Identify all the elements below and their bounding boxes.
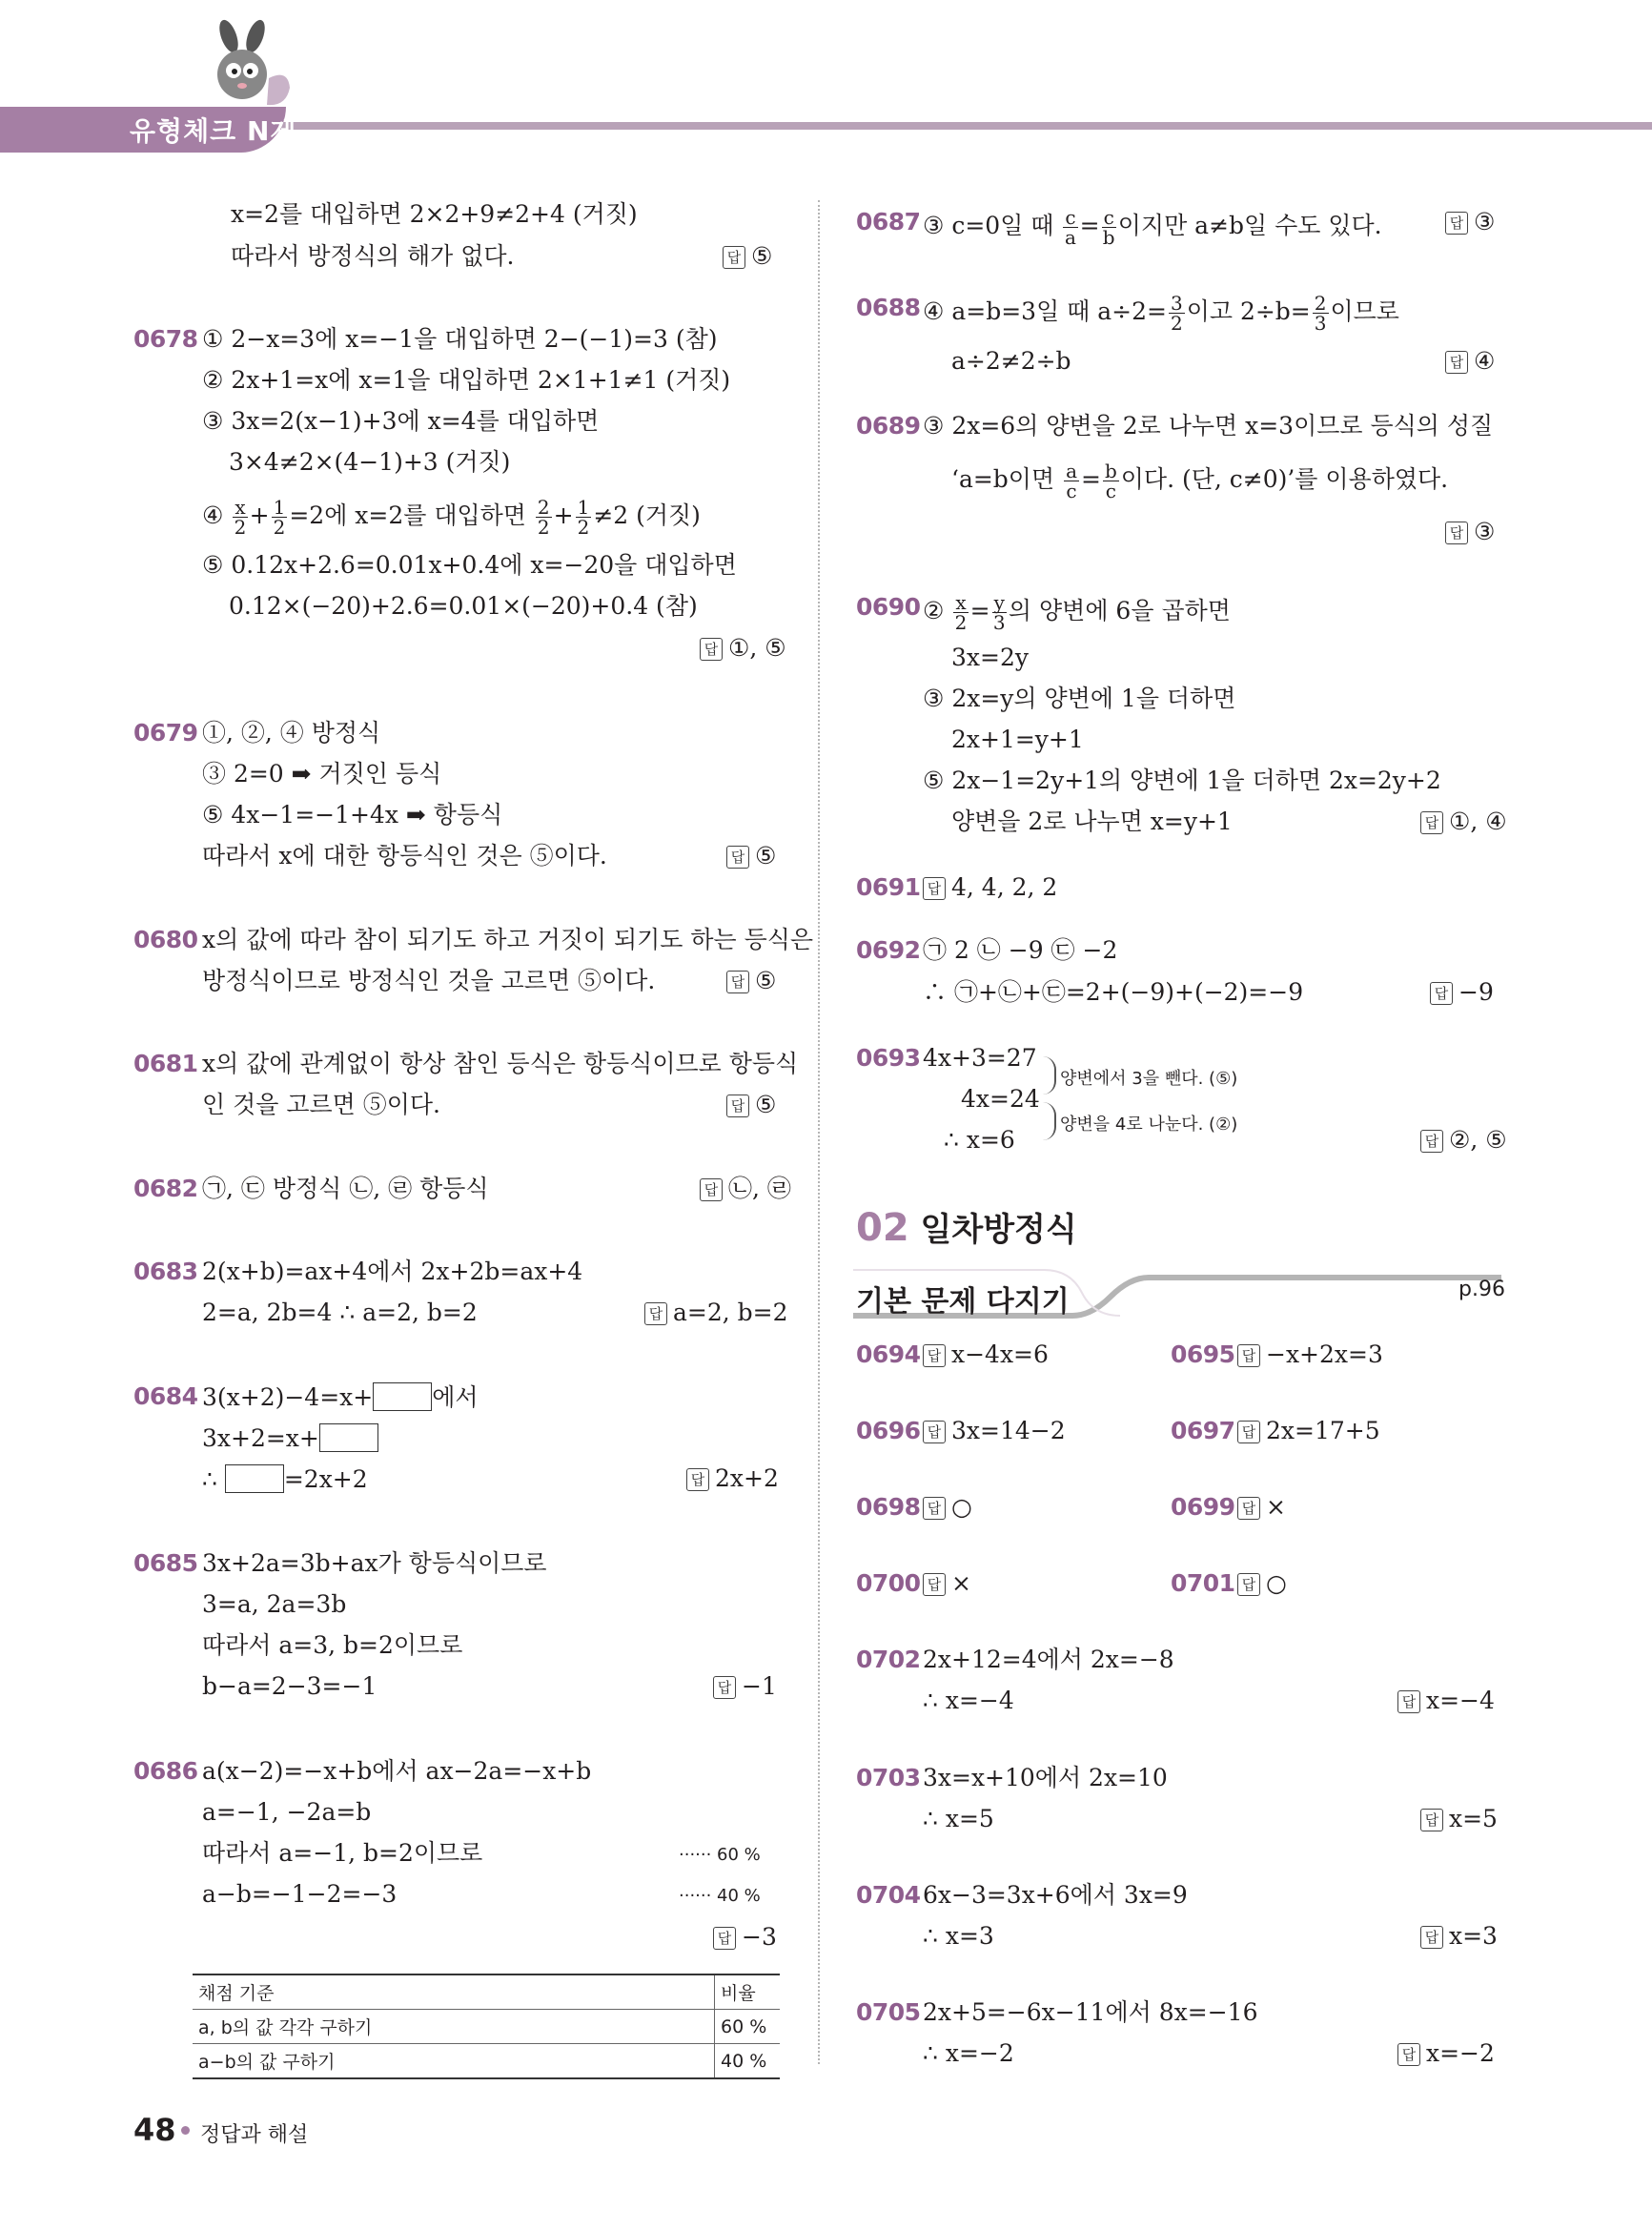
text-line: a−b=−1−2=−3 — [202, 1880, 398, 1908]
answer: 답 ⑤ — [723, 242, 772, 271]
rabbit-mascot-icon — [191, 19, 296, 124]
text-line: 6x−3=3x+6에서 3x=9 — [923, 1881, 1188, 1909]
answer-icon: 답 — [700, 1178, 723, 1201]
text-line: ④ $\frac{x}{2}$ + $\frac{1}{2}$ =2에 x=2를 대입하면 $\frac{2}{2}$ + $\frac{1}{2}$ ≠2 (거짓) — [202, 496, 701, 539]
text-line: 2x+5=−6x−11에서 8x=−16 — [923, 1998, 1258, 2026]
answer-icon: 답 — [1445, 212, 1468, 235]
fraction: $\frac{2}{2}$ — [537, 496, 550, 539]
problem-number: 0691 — [856, 873, 921, 901]
problem-number: 0695 — [1171, 1340, 1235, 1368]
text-line: 4x+3=27 — [923, 1044, 1037, 1072]
answer-icon: 답 — [686, 1468, 709, 1491]
problem-number: 0685 — [133, 1549, 198, 1577]
text-line: 3x=2y — [951, 644, 1029, 671]
answer-icon: 답 — [923, 1497, 946, 1520]
answer: 답 a=2, b=2 — [644, 1299, 788, 1327]
grading-table — [193, 1974, 780, 2079]
problem-number: 0683 — [133, 1258, 198, 1285]
table-row: a, b의 값 각각 구하기 60 % — [193, 2010, 780, 2044]
answer-icon: 답 — [1445, 351, 1468, 374]
fraction: $\frac{c}{b}$ — [1102, 206, 1115, 249]
text-line: 따라서 a=−1, b=2이므로 — [202, 1839, 483, 1867]
text-line: 방정식이므로 방정식인 것을 고르면 ⑤이다. — [202, 967, 656, 994]
text-line: ㉠, ㉢ 방정식 ㉡, ㉣ 항등식 — [202, 1175, 489, 1202]
answer: 답 −3 — [713, 1923, 777, 1952]
text-line: 3x+2=x+ — [202, 1423, 378, 1453]
text-line: ∴ x=−2 — [923, 2039, 1014, 2067]
answer-icon: 답 — [1237, 1573, 1260, 1596]
answer-icon: 답 — [726, 971, 749, 993]
answer-icon: 답 — [1397, 1690, 1420, 1713]
text-line: ② 2x+1=x에 x=1을 대입하면 2×1+1≠1 (거짓) — [202, 366, 731, 394]
brace — [1041, 1102, 1056, 1140]
problem-number: 0692 — [856, 936, 921, 964]
answer-icon: 답 — [923, 877, 946, 900]
text-line: ③ 2x=6의 양변을 2로 나누면 x=3이므로 등식의 성질 — [923, 412, 1494, 440]
answer-icon: 답 — [1237, 1421, 1260, 1443]
text-line: ①, ②, ④ 방정식 — [202, 719, 381, 747]
column-divider — [818, 200, 820, 2064]
problem-number: 0690 — [856, 593, 921, 621]
text-line: ③ c=0일 때 $\frac{c}{a}$ = $\frac{c}{b}$ 이지만 a≠b일 수도 있다. — [923, 206, 1382, 249]
text-line: ∴ x=6 — [944, 1126, 1015, 1154]
table-header: 비율 — [715, 1974, 781, 2010]
problem-number: 0700 — [856, 1569, 921, 1597]
answer: 답 x=−2 — [1397, 2039, 1495, 2068]
text-line: 따라서 x에 대한 항등식인 것은 ⑤이다. — [202, 842, 607, 869]
page-reference: p.96 — [1458, 1278, 1505, 1301]
text-line: ③ 2x=y의 양변에 1을 더하면 — [923, 685, 1236, 712]
answer-icon: 답 — [1430, 982, 1453, 1005]
problem-number: 0693 — [856, 1044, 921, 1072]
text-line: ∴ =2x+2 — [202, 1465, 368, 1493]
blank-box — [225, 1464, 284, 1493]
text-line: a÷2≠2÷b — [951, 347, 1071, 375]
step-note: 양변에서 3을 뺀다. (⑤) — [1060, 1069, 1238, 1089]
answer-icon: 답 — [713, 1927, 736, 1950]
text-line: b−a=2−3=−1 — [202, 1672, 377, 1700]
text-line: ④ a=b=3일 때 a÷2= $\frac{3}{2}$ 이고 2÷b= $\frac{2}{3}$ 이므로 — [923, 292, 1399, 335]
step-note: 양변을 4로 나눈다. (②) — [1060, 1115, 1238, 1135]
text-line: 3x+2a=3b+ax가 항등식이므로 — [202, 1549, 547, 1577]
answer: 답 × — [1237, 1493, 1286, 1522]
blank-box — [373, 1382, 432, 1411]
text-line: ⑤ 2x−1=2y+1의 양변에 1을 더하면 2x=2y+2 — [923, 767, 1441, 794]
text-line: ③ 3x=2(x−1)+3에 x=4를 대입하면 — [202, 407, 600, 435]
answer: 답 ②, ⑤ — [1420, 1126, 1507, 1155]
answer: 답 −9 — [1430, 978, 1494, 1007]
answer-icon: 답 — [1420, 1926, 1443, 1949]
problem-number: 0687 — [856, 208, 921, 235]
text-line: ⑤ 0.12x+2.6=0.01x+0.4에 x=−20을 대입하면 — [202, 551, 737, 579]
answer-icon: 답 — [1420, 1809, 1443, 1831]
answer-icon: 답 — [1445, 522, 1468, 544]
problem-number: 0680 — [133, 926, 198, 953]
answer: 답 ③ — [1445, 518, 1495, 546]
problem-number: 0694 — [856, 1340, 921, 1368]
text-line: 양변을 2로 나누면 x=y+1 — [951, 808, 1233, 835]
text-line: 2x+12=4에서 2x=−8 — [923, 1646, 1174, 1673]
answer-icon: 답 — [923, 1573, 946, 1596]
answer: 답 × — [923, 1569, 971, 1598]
text-line: 4x=24 — [961, 1085, 1040, 1113]
answer: 답 −1 — [713, 1672, 777, 1701]
problem-number: 0682 — [133, 1175, 198, 1202]
answer: 답 2x=17+5 — [1237, 1417, 1380, 1445]
text-line: 따라서 방정식의 해가 없다. — [231, 242, 515, 270]
text-line: 3×4≠2×(4−1)+3 (거짓) — [229, 448, 511, 476]
fraction: $\frac{x}{2}$ — [234, 496, 247, 539]
problem-number: 0697 — [1171, 1417, 1235, 1444]
problem-number: 0689 — [856, 412, 921, 440]
answer: 답 ○ — [923, 1493, 972, 1522]
answer-icon: 답 — [1420, 1130, 1443, 1153]
text-line: ∴ ㉠+㉡+㉢=2+(−9)+(−2)=−9 — [923, 978, 1304, 1006]
fraction: $\frac{x}{2}$ — [954, 591, 968, 634]
subsection-title: 기본 문제 다지기 — [856, 1285, 1070, 1319]
answer: 답 ㉡, ㉣ — [700, 1175, 791, 1203]
problem-number: 0688 — [856, 294, 921, 321]
problem-number: 0681 — [133, 1050, 198, 1077]
answer: 답 4, 4, 2, 2 — [923, 873, 1057, 902]
fraction: $\frac{a}{c}$ — [1066, 460, 1077, 502]
text-line: 2=a, 2b=4 ∴ a=2, b=2 — [202, 1299, 478, 1326]
problem-number: 0686 — [133, 1757, 198, 1785]
answer: 답 3x=14−2 — [923, 1417, 1066, 1445]
problem-number: 0696 — [856, 1417, 921, 1444]
problem-number: 0705 — [856, 1998, 921, 2026]
problem-number: 0701 — [1171, 1569, 1235, 1597]
answer: 답 ⑤ — [726, 842, 776, 870]
text-line: 3(x+2)−4=x+ 에서 — [202, 1383, 479, 1411]
page-number: 48 — [133, 2112, 176, 2148]
answer: 답 ④ — [1445, 347, 1495, 376]
text-line: ② $\frac{x}{2}$ = $\frac{y}{3}$ 의 양변에 6을 곱하면 — [923, 591, 1231, 634]
answer: 답 x=−4 — [1397, 1687, 1495, 1715]
answer-icon: 답 — [923, 1344, 946, 1367]
problem-number: 0678 — [133, 325, 198, 353]
problem-number: 0684 — [133, 1382, 198, 1410]
answer-icon: 답 — [726, 846, 749, 869]
answer-icon: 답 — [1237, 1344, 1260, 1367]
answer: 답 ○ — [1237, 1569, 1287, 1598]
answer-icon: 답 — [713, 1676, 736, 1699]
table-header: 채점 기준 — [193, 1974, 715, 2010]
answer: 답 ①, ④ — [1420, 808, 1507, 836]
header-rule — [276, 122, 1652, 130]
answer: 답 −x+2x=3 — [1237, 1340, 1383, 1369]
text-line: ⑤ 4x−1=−1+4x ➡ 항등식 — [202, 801, 503, 829]
fraction: $\frac{c}{a}$ — [1065, 206, 1076, 249]
problem-number: 0679 — [133, 719, 198, 747]
text-line: 인 것을 고르면 ⑤이다. — [202, 1091, 440, 1118]
footer-label: 정답과 해설 — [200, 2123, 309, 2147]
answer: 답 x−4x=6 — [923, 1340, 1049, 1369]
text-line: 3x=x+10에서 2x=10 — [923, 1764, 1168, 1791]
text-line: ③ 2=0 ➡ 거짓인 등식 — [202, 760, 442, 788]
answer-icon: 답 — [723, 246, 745, 269]
fraction: $\frac{y}{3}$ — [992, 591, 1006, 634]
text-line: x의 값에 따라 참이 되기도 하고 거짓이 되기도 하는 등식은 — [202, 926, 814, 953]
fraction: $\frac{2}{3}$ — [1314, 292, 1327, 335]
text-line: 2x+1=y+1 — [951, 726, 1084, 753]
bullet-icon — [181, 2126, 190, 2135]
answer: 답 2x+2 — [686, 1464, 779, 1493]
text-line: x=2를 대입하면 2×2+9≠2+4 (거짓) — [231, 200, 638, 228]
answer-icon: 답 — [1397, 2043, 1420, 2066]
problem-number: 0699 — [1171, 1493, 1235, 1521]
answer: 답 x=3 — [1420, 1922, 1498, 1951]
text-line: ∴ x=−4 — [923, 1687, 1014, 1714]
brace — [1041, 1056, 1056, 1095]
text-line: a=−1, −2a=b — [202, 1798, 372, 1826]
answer-icon: 답 — [1420, 811, 1443, 834]
answer: 답 ⑤ — [726, 967, 776, 995]
text-line: ㉠ 2 ㉡ −9 ㉢ −2 — [923, 936, 1118, 964]
blank-box — [319, 1423, 378, 1452]
text-line: 따라서 a=3, b=2이므로 — [202, 1631, 463, 1659]
answer-icon: 답 — [1237, 1497, 1260, 1520]
score-ratio: ······ 40 % — [679, 1886, 761, 1906]
answer-icon: 답 — [700, 638, 723, 661]
problem-number: 0703 — [856, 1764, 921, 1791]
answer-icon: 답 — [923, 1421, 946, 1443]
text-line: x의 값에 관계없이 항상 참인 등식은 항등식이므로 항등식 — [202, 1050, 799, 1077]
text-line: 0.12×(−20)+2.6=0.01×(−20)+0.4 (참) — [229, 592, 698, 620]
text-line: ∴ x=5 — [923, 1805, 994, 1832]
text-line: 3=a, 2a=3b — [202, 1590, 347, 1618]
answer-icon: 답 — [644, 1302, 667, 1325]
problem-number: 0704 — [856, 1881, 921, 1909]
fraction: $\frac{1}{2}$ — [577, 496, 590, 539]
table-row: a−b의 값 구하기 40 % — [193, 2044, 780, 2079]
answer: 답 ①, ⑤ — [700, 634, 786, 663]
text-line: a(x−2)=−x+b에서 ax−2a=−x+b — [202, 1757, 592, 1785]
problem-number: 0702 — [856, 1646, 921, 1673]
score-ratio: ······ 60 % — [679, 1845, 761, 1865]
answer: 답 x=5 — [1420, 1805, 1498, 1833]
problem-number: 0698 — [856, 1493, 921, 1521]
text-line: ∴ x=3 — [923, 1922, 994, 1950]
answer: 답 ③ — [1445, 208, 1495, 236]
section-heading: 02 일차방정식 — [856, 1206, 1077, 1250]
fraction: $\frac{1}{2}$ — [273, 496, 286, 539]
text-line: ‘a=b이면 $\frac{a}{c}$ = $\frac{b}{c}$ 이다. (단, c≠0)’를 이용하였다. — [951, 460, 1449, 502]
page-section-title: 유형체크 N제 — [130, 115, 297, 147]
text-line: ① 2−x=3에 x=−1을 대입하면 2−(−1)=3 (참) — [202, 325, 718, 353]
answer-icon: 답 — [726, 1095, 749, 1117]
text-line: 2(x+b)=ax+4에서 2x+2b=ax+4 — [202, 1258, 583, 1285]
fraction: $\frac{3}{2}$ — [1170, 292, 1183, 335]
answer: 답 ⑤ — [726, 1091, 776, 1119]
fraction: $\frac{b}{c}$ — [1104, 460, 1117, 502]
